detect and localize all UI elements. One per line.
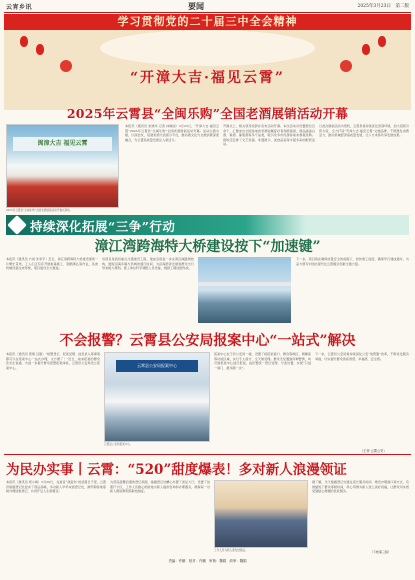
photo-building-sign: 云霄县公安局报案中心 — [116, 360, 198, 372]
lantern-icon — [20, 36, 28, 47]
article1-headline: 2025年云霄县“全闽乐购”全国老酒展销活动开幕 — [66, 106, 349, 121]
article4-column-3: 据了解，当天婚姻登记处通过延长服务时间、增设办理窗口等方式，有效缩短了群众等候时间，用心用情为新人送上美好祝福，让群众切实感受到贴心便捷的民政服务。 — [312, 480, 409, 494]
continued-note: （下转第三版） — [370, 550, 392, 554]
article2-column-1: 本报讯（通讯员 方雨 朱李宇）近日，漳江湾跨海特大桥建设现场一片繁忙景象，工人们正有序开展桩基施工、钢筋绑扎等作业，各类机械设备往来穿梭，项目建设全力推进。 — [6, 257, 98, 271]
article2-column-3: 下一步，项目将在确保质量安全的前提下，加快施工进度，确保早日建成通车，为奋力谱写中国式现代化云霄篇章贡献交通力量。 — [296, 257, 409, 266]
article4-column-2: 为营造温馨浪漫的登记氛围，婚姻登记处精心布置了颁证大厅，设置了拍照打卡区，工作人员耐心细致地为新人提供咨询和办理服务，确保每一对新人都能顺利领取结婚证。 — [110, 480, 210, 494]
article4-photo — [214, 480, 308, 548]
banner-slogan: “开漳大吉·福见云霄” — [130, 70, 285, 86]
paper-name: 云宵乡讯 — [6, 4, 33, 11]
article2-bridge-photo — [198, 257, 291, 323]
section-title: 要闻 — [188, 1, 204, 11]
bridge-deck-shape — [198, 282, 291, 286]
banner-headline: 学习贯彻党的二十届三中全会精神 — [117, 15, 298, 28]
issue-date: 2025年3月23日 第二版 — [357, 4, 409, 9]
article4-column-1: 本报讯（通讯员 郑小梅）5月20日，在谐音“我爱你”的浪漫日子里，云霄县婚姻登记处迎来了领证高峰，多对新人早早来到登记处，满怀期待地等候办理结婚登记，共同开启人生新篇章。 — [6, 480, 106, 494]
article3-photo-caption: 云霄县公安局报案中心。 — [104, 443, 133, 446]
article3-column-1: 本报讯（通讯员 郑翔 吕刚）“接警登记、报案受理、信息录入等事项都可以在报案中心一站式办理，太方便了！”近日，前来报案的群众张先生说道。为进一步提升群众报警报案体验，云霄县公安局设立报案中心。 — [6, 352, 100, 370]
article1-photo-caption: 2025年云霄县“全闽乐购”全国老酒展销活动开幕式现场。 — [6, 209, 73, 212]
editor-credits: 责编：许鹏 校对：许鹏 审核：魏娟 終审：魏娟 — [168, 559, 247, 563]
section-bar-title: 持续深化拓展“三争”行动 — [30, 219, 176, 234]
article2-headline: 漳江湾跨海特大桥建设按下“加速键” — [94, 239, 321, 255]
article4-headline: 为民办实事丨云霄：“520”甜度爆表！多对新人浪漫领证 — [6, 462, 347, 478]
article1-photo — [6, 124, 119, 208]
article4-photo-caption: 工作人员为新人颁发结婚证。 — [214, 549, 248, 552]
lantern-icon — [362, 44, 370, 55]
article3-author: （王菲 云霄公安） — [360, 449, 387, 453]
lantern-icon — [36, 44, 44, 55]
banner-cloud-decoration — [100, 30, 315, 66]
article1-column-2: 开幕式上，相关领导致辞并宣布活动开幕。本次活动共设置展位百余个，汇聚来自全国各地的老酒收藏爱好者和经销商，展品涵盖白酒、黄酒、葡萄酒等多个品类，吸引众多市民游客前来参观选购。现场还安排了文艺表演、非遗展示、美食品鉴等丰富多彩的配套活动。 — [223, 124, 315, 147]
article1-column-3: 以此次展销活动为契机，云霄县将持续优化营商环境，加大招商引资力度，全力打造“开漳大吉·福见云霄”文旅品牌，不断激发消费活力，推动县域经济高质量发展，让八方来客共享发展成果。 — [319, 124, 409, 138]
article3-column-2: 报案中心位于县公安局一楼，设置了接报案窗口、群众等候区、调解室等功能区域，实行专人值守、全天候受理。群众无论遇到何种警情，均可到报案中心进行报案，由民警统一登记受理、分流处置，实现“只进一扇门、最多跑一次”。 — [214, 352, 311, 370]
article3-column-3: 下一步，云霄县公安局将持续深化公安“放管服”改革，不断优化服务举措，切实提升群众的获得感、幸福感、安全感。 — [315, 352, 409, 361]
article3-headline: 不会报警？云霄县公安局报案中心“一站式”解决 — [59, 333, 356, 349]
article2-column-2: 该项目是我县重点交通建设工程，建成后将进一步完善区域路网结构，缩短沿海乡镇与县城的通行时间，为沿海经济发展和群众出行带来极大便利。施工单位科学调配人员设备，倒排工期挂图作战。 — [102, 257, 194, 271]
lantern-icon — [378, 36, 386, 47]
masthead-rule — [4, 12, 411, 13]
article1-column-1: 本报讯（通讯员 朱晓华 记者 林晓丽）3月23日，“开漳大吉·福见云霄”2025年云霄县“全闽乐购”全国老酒展销活动开幕。活动以酒为媒，以商会友，搭建老酒交流展示平台，推动酒文化与文旅消费深度融合，为云霄高质量发展注入新活力。 — [125, 124, 219, 142]
photo-event-sign: 闽漳大吉 福见云霄 — [13, 137, 112, 151]
masthead — [0, 0, 415, 12]
section-divider — [4, 454, 411, 455]
